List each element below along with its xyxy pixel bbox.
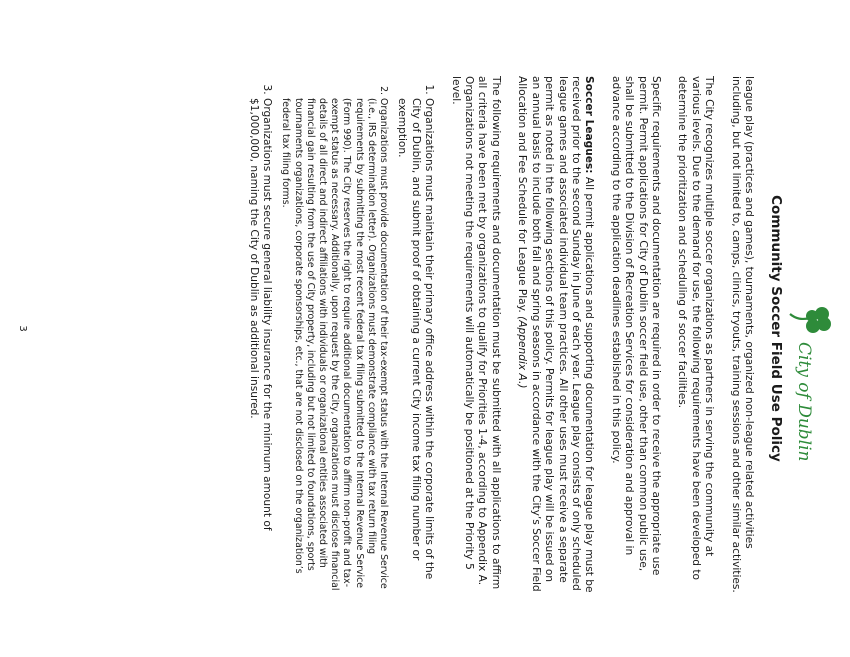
requirements-paragraph: The following requirements and documentation must be submitted with all applications to affirm all criteria have been met by organizations to qualify for Priorities 1-4, according to Appendix A. Organizations not meeting the requirements will automatically be positioned at the Priority 5 level.	[449, 76, 502, 590]
list-item: 2. Organizations must provide documentation of their tax-exempt status with the Internal Revenue Service (i.e., IRS determination letter). Organizations must demonstrate compliance with tax return filing requirements by submitting the most recent federal tax filing submitted to the Internal Revenue Service (Form 990). The City reserves the right to require additional documentation to affirm non-profit and tax-exempt status as necessary. Additionally, upon request by the City, organizations must disclose financial details of all direct and indirect affiliations with individuals or organizational entities associated with financial gain resulting from the use of City property, including but not limited to foundations, sports tournaments organizations, corporate sponsorships, etc., that are not disclosed on the organization’s federal tax filing forms.	[279, 98, 389, 596]
soccer-leagues-text: All permit applications and supporting documentation for league play must be received prior to the second Sunday in June of each year. League play consists of only scheduled league games and associated individual team practices. All other uses must receive a separate permit as noted in the following sections of this policy. Permits for league play will be issued on an annual basis to include both fall and spring seasons in accordance with the City’s Soccer Field Allocation and Fee Schedule for League Play.	[516, 76, 596, 593]
logo-text: City of Dublin	[794, 342, 814, 462]
specific-paragraph: Specific requirements and documentation are required in order to receive the appropriate use permit. Permit applications for City of Dublin soccer field use, other than common public use, shall be submitted to the Division of Recreation Services for consideration and approval in advance according to the application deadlines established in this policy.	[609, 76, 662, 576]
appendix-reference: (Appendix A.)	[516, 316, 529, 389]
document-body	[240, 76, 755, 596]
intro-paragraph: league play (practices and games), tournaments, organized non-league related activities including, but not limited to, camps, clinics, tryouts, training sessions and other similar activities.	[729, 76, 755, 593]
soccer-leagues-paragraph	[515, 76, 595, 596]
page-number: 3	[17, 325, 28, 332]
soccer-leagues-label: Soccer Leagues:	[583, 76, 596, 174]
page-title: Community Soccer Field Use Policy	[768, 195, 784, 462]
requirements-list	[246, 76, 435, 596]
list-item: 3. Organizations must secure general liability insurance for the minimum amount of $1,000,000, naming the City of Dublin as additional insured.	[246, 98, 273, 596]
city-logo	[786, 300, 834, 500]
partners-paragraph: The City recognizes multiple soccer organizations as partners in serving the community at various levels. Due to the demand for use, the following requirements have been developed to determine the prioritization and scheduling of soccer facilities.	[676, 76, 716, 581]
shamrock-icon	[788, 300, 834, 340]
list-item: 1. Organizations must maintain their primary office address within the corporate limits of the City of Dublin, and submit proof of obtaining a current City income tax filing number or exemption.	[395, 98, 435, 596]
